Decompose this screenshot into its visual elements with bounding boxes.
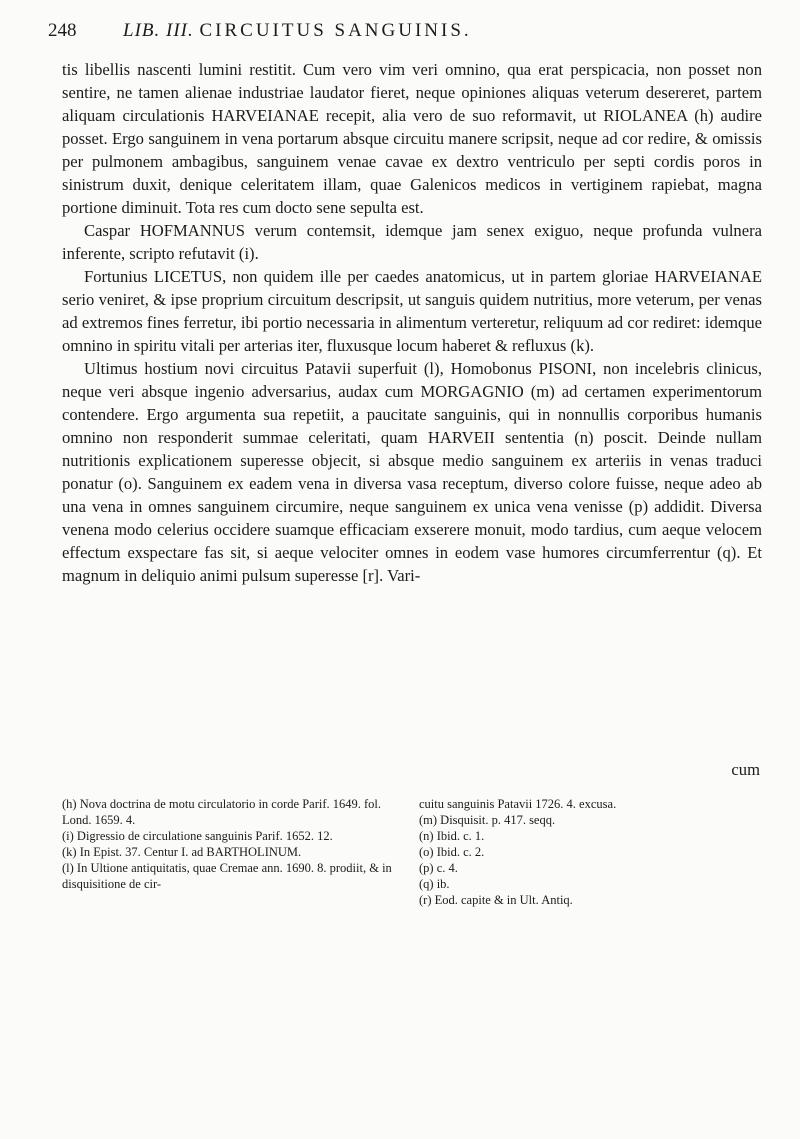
page-number: 248 — [48, 20, 77, 41]
paragraph-3: Fortunius LICETUS, non quidem ille per caedes anatomicus, ut in partem gloriae HARVEIANAE serio veniret, & ipse proprium circuitum descripsit, ut sanguis quidem nutritius, more veterum, per venas ad extremos fines ferretur, ibi portio necessaria in alimentum verteretur, reliquum ad cor rediret: idemque omnino in spiritu vitali per arterias iter, fluxusque locum haberet & refluxus (k). — [62, 267, 762, 355]
footnote-r: (r) Eod. capite & in Ult. Antiq. — [419, 893, 573, 907]
footnote-h: (h) Nova doctrina de motu circulatorio in corde Parif. 1649. fol. Lond. 1659. 4. — [62, 797, 382, 827]
footnotes — [62, 796, 762, 908]
footnote-k: (k) In Epist. 37. Centur I. ad BARTHOLINUM. — [62, 845, 302, 859]
footnote-n: (n) Ibid. c. 1. — [419, 829, 485, 843]
footnotes-left-column — [62, 796, 405, 908]
footnote-l-continued: cuitu sanguinis Patavii 1726. 4. excusa. — [419, 797, 617, 811]
paragraph-4: Ultimus hostium novi circuitus Patavii superfuit (l), Homobonus PISONI, non incelebris clinicus, neque veri absque ingenio adversarius, audax cum MORGAGNIO (m) ad certamen experimentorum contendere. Ergo argumenta sua repetiit, a paucitate sanguinis, qui in nonnullis corporibus humanis omnino non responderit summae celeritati, quam HARVEII sententia (n) poscit. Deinde nullam nutritionis explicationem superesse objecit, si absque medio sanguinem ex arteriis in venas traduci ponatur (o). Sanguinem ex eadem vena in diversa vasa receptum, diverso colore fuisse, neque adeo ab una vena in omnes sanguinem circumire, neque sanguinem ex unica vena venisse (p) addidit. Diversa venena modo celerius occidere suamque efficaciam exserere monuit, modo tardius, cum aeque velocem effectum exspectare fas sit, si aeque velociter omnes in eodem vase humores circumferrentur (q). Et magnum in deliquio animi pulsum superesse [r]. Vari- — [62, 359, 762, 585]
footnote-i: (i) Digressio de circulatione sanguinis Parif. 1652. 12. — [62, 829, 333, 843]
footnote-m: (m) Disquisit. p. 417. seqq. — [419, 813, 556, 827]
catchword: cum — [731, 760, 760, 779]
footnote-l: (l) In Ultione antiquitatis, quae Cremae ann. 1690. 8. prodiit, & in disquisitione de cir- — [62, 861, 392, 891]
running-title — [123, 20, 472, 42]
paragraph-1: tis libellis nascenti lumini restitit. Cum vero vim veri omnino, qua erat perspicacia, non posset non sentire, ne tamen alienae industriae laudator fieret, neque opiniones aliquas veterum desereret, partem aliquam circulationis HARVEIANAE recepit, alia vero de suo reformavit, ut RIOLANEA (h) audire posset. Ergo sanguinem in vena portarum absque circuitu manere scripsit, neque ad cor redire, & omissis per pulmonem ambagibus, sanguinem venae cavae ex dextro ventriculo per septi cordis poros in sinistrum duxit, denique celeritatem illam, quae Galenicos medicos in vertiginem rapiebat, magna portione diminuit. Tota res cum docto sene sepulta est. — [62, 60, 762, 217]
footnote-q: (q) ib. — [419, 877, 450, 891]
running-header — [48, 12, 760, 46]
footnotes-right-column — [419, 796, 762, 908]
chapter-title: CIRCUITUS SANGUINIS. — [199, 20, 472, 41]
footnote-o: (o) Ibid. c. 2. — [419, 845, 485, 859]
book-number: LIB. III. — [123, 20, 194, 41]
footnote-p: (p) c. 4. — [419, 861, 458, 875]
paragraph-2: Caspar HOFMANNUS verum contemsit, idemque jam senex exiguo, neque profunda vulnera inferente, scripto refutavit (i). — [62, 221, 762, 263]
main-text — [62, 58, 762, 587]
